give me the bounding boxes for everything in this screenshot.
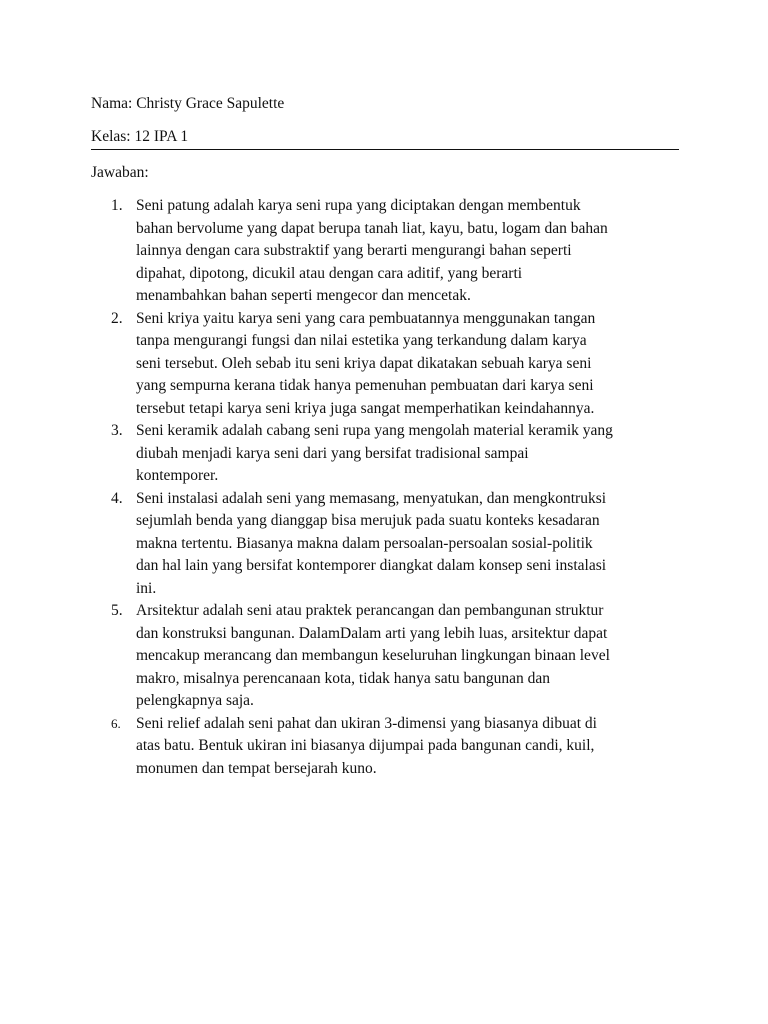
answers-list	[91, 195, 681, 780]
answer-item	[91, 600, 681, 713]
answer-line: bahan bervolume yang dapat berupa tanah liat, kayu, batu, logam dan bahan	[136, 219, 608, 237]
answer-line: mencakup merancang dan membangun keseluruhan lingkungan binaan level	[136, 647, 610, 664]
header-divider	[91, 149, 679, 150]
answer-line: menambahkan bahan seperti mengecor dan mencetak.	[136, 287, 471, 304]
answer-line: Seni patung adalah karya seni rupa yang diciptakan dengan membentuk	[136, 197, 581, 214]
answer-item	[91, 195, 681, 308]
answer-line: dan hal lain yang bersifat kontemporer diangkat dalam konsep seni instalasi	[136, 557, 607, 574]
answer-line: makro, misalnya perencanaan kota, tidak hanya satu bangunan dan	[136, 669, 551, 687]
answer-line: Arsitektur adalah seni atau praktek perancangan dan pembangunan struktur	[136, 602, 604, 619]
answer-item	[91, 308, 681, 421]
answers-heading: Jawaban:	[91, 164, 149, 181]
student-name: Nama: Christy Grace Sapulette	[91, 95, 285, 112]
answer-number: 3.	[111, 422, 123, 439]
answer-number: 2.	[111, 309, 123, 327]
answer-number: 5.	[111, 602, 123, 619]
answer-number: 4.	[111, 489, 123, 507]
answer-line: diubah menjadi karya seni dari yang bersifat tradisional sampai	[136, 444, 529, 462]
answer-number: 6.	[111, 715, 121, 731]
student-class: Kelas: 12 IPA 1	[91, 128, 189, 145]
answer-item	[91, 420, 681, 488]
answer-line: makna tertentu. Biasanya makna dalam persoalan-persoalan sosial-politik	[136, 534, 593, 552]
answer-line: Seni kriya yaitu karya seni yang cara pembuatannya menggunakan tangan	[136, 309, 596, 327]
answer-line: tanpa mengurangi fungsi dan nilai estetika yang terkandung dalam karya	[136, 332, 587, 349]
answer-line: Seni relief adalah seni pahat dan ukiran 3-dimensi yang biasanya dibuat di	[136, 714, 597, 732]
answer-item	[91, 713, 681, 781]
answer-line: lainnya dengan cara substraktif yang berarti mengurangi bahan seperti	[136, 242, 572, 259]
answer-line: Seni instalasi adalah seni yang memasang, menyatukan, dan mengkontruksi	[136, 489, 607, 507]
answer-line: yang sempurna kerana tidak hanya pemenuhan pembuatan dari karya seni	[136, 377, 594, 394]
answer-item	[91, 488, 681, 601]
answer-line: pelengkapnya saja.	[136, 692, 254, 709]
answer-line: ini.	[136, 579, 157, 597]
answer-line: tersebut tetapi karya seni kriya juga sangat memperhatikan keindahannya.	[136, 399, 595, 417]
answer-line: dan konstruksi bangunan. DalamDalam arti yang lebih luas, arsitektur dapat	[136, 624, 608, 642]
answer-line: monumen dan tempat bersejarah kuno.	[136, 759, 377, 777]
answer-line: dipahat, dipotong, dicukil atau dengan cara aditif, yang berarti	[136, 264, 523, 282]
answer-line: seni tersebut. Oleh sebab itu seni kriya dapat dikatakan sebuah karya seni	[136, 354, 592, 372]
answer-line: atas batu. Bentuk ukiran ini biasanya dijumpai pada bangunan candi, kuil,	[136, 737, 595, 754]
answer-line: kontemporer.	[136, 467, 219, 484]
answer-line: Seni keramik adalah cabang seni rupa yang mengolah material keramik yang	[136, 422, 613, 439]
answer-number: 1.	[111, 197, 123, 214]
answer-line: sejumlah benda yang dianggap bisa merujuk pada suatu konteks kesadaran	[136, 512, 600, 529]
